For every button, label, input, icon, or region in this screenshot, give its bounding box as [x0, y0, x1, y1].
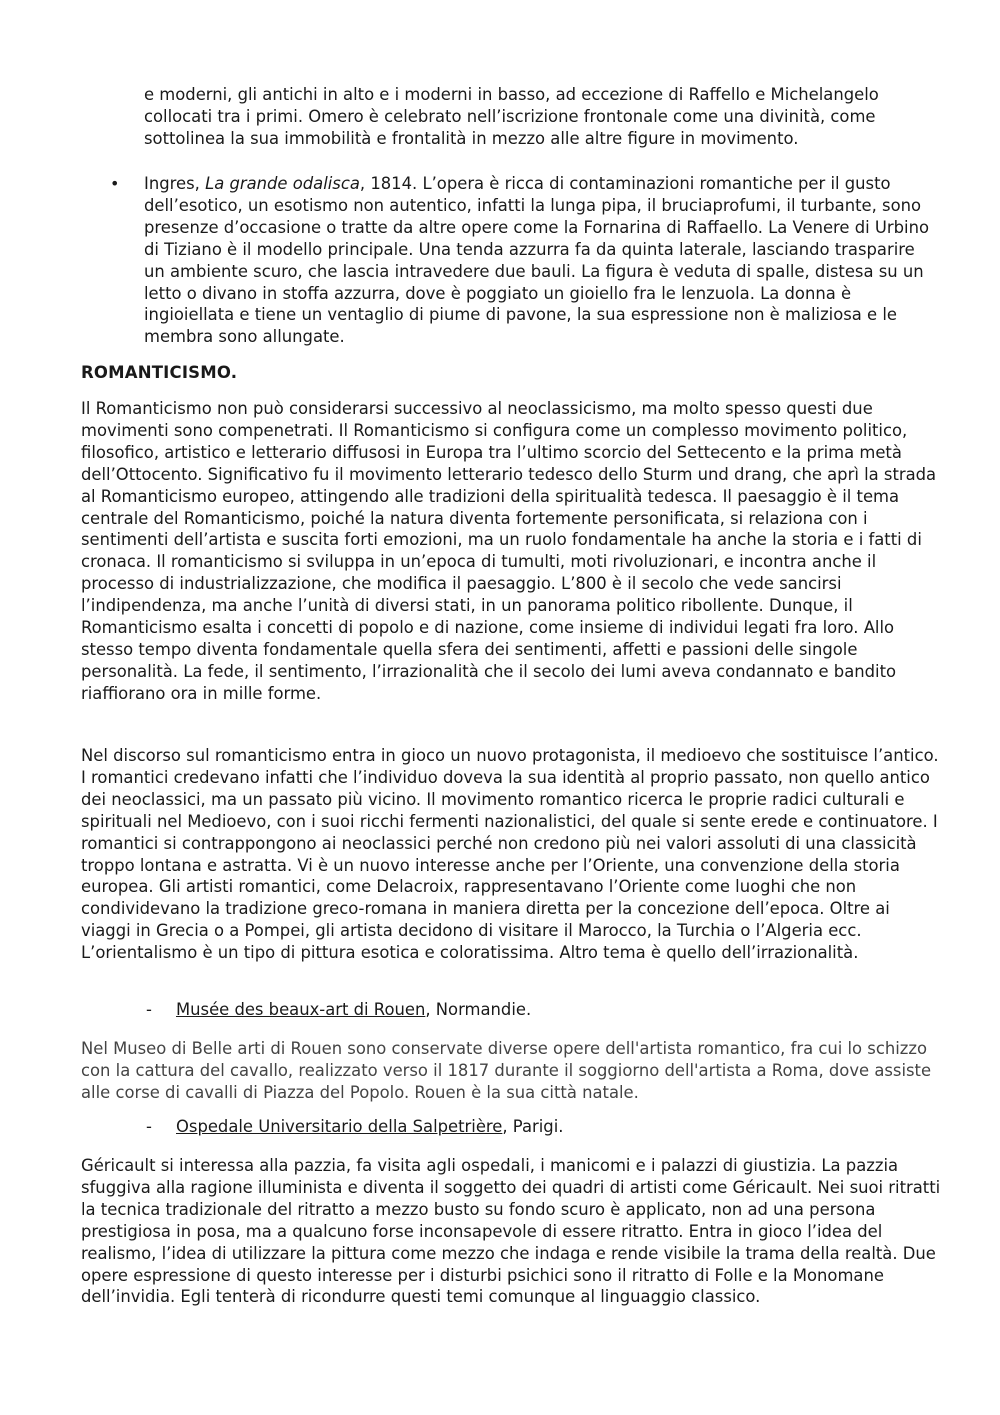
paragraph-rouen: Nel Museo di Belle arti di Rouen sono conservate diverse opere dell'artista romantico, fra cui lo schizzo con la cattura del cavallo, realizzato verso il 1817 durante il soggiorno dell'artista a Roma, dove assiste alle corse di cavalli di Piazza del Popolo. Rouen è la sua città natale. [81, 1039, 932, 1102]
bullet-author: Ingres, [144, 174, 206, 193]
salpetriere-hospital-link[interactable]: Ospedale Universitario della Salpetrière [176, 1117, 503, 1136]
paragraph-romanticism-intro: Il Romanticismo non può considerarsi successivo al neoclassicismo, ma molto spesso questi due movimenti sono compenetrati. Il Romanticismo si configura come un complesso movimento politico, filosofico, artistico e letterario diffusosi in Europa tra l’ultimo scorcio del Settecento e la prima metà dell’Ottocento. Significativo fu il movimento letterario tedesco dello Sturm und drang, che aprì la strada al Romanticismo europeo, attingendo alle tradizioni della spiritualità tedesca. Il paesaggio è il tema centrale del Romanticismo, poiché la natura diventa fortemente personificata, si relaziona con i sentimenti dell’artista e suscita forti emozioni, ma un ruolo fondamentale ha anche la storia e i fatti di cronaca. Il romanticismo si sviluppa in un’epoca di tumulti, moti rivoluzionari, e incontra anche il processo di industrializzazione, che modifica il paesaggio. L’800 è il secolo che vede sancirsi l’indipendenza, ma anche l’unità di diversi stati, in un panorama politico ribollente. Dunque, il Romanticismo esalta i concetti di popolo e di nazione, come insieme di individui legati fra loro. Allo stesso tempo diventa fondamentale quella sfera dei sentimenti, affetti e passioni delle singole personalità. La fede, il sentimento, l’irrazionalità che il secolo dei lumi aveva condannato e bandito riaffiorano ora in mille forme. [81, 399, 937, 703]
bullet-description: , 1814. L’opera è ricca di contaminazioni romantiche per il gusto dell’esotico, un esotismo non autentico, infatti la lunga pipa, il bruciaprofumi, il turbante, sono presenze d’occasione o tratte da altre opere come la Fornarina di Raffaello. La Venere di Urbino di Tiziano è il modello principale. Una tenda azzurra fa da quinta laterale, lasciando trasparire un ambiente scuro, che lascia intravedere due bauli. La figura è veduta di spalle, distesa su un letto o divano in stoffa azzurra, dove è poggiato un gioiello fra le lenzuola. La donna è ingioiellata e tiene un ventaglio di piume di pavone, la sua espressione non è maliziosa e le membra sono allungate. [144, 174, 929, 347]
dash-marker: - [146, 1117, 152, 1136]
paragraph-gericault: Géricault si interessa alla pazzia, fa visita agli ospedali, i manicomi e i palazzi di giustizia. La pazzia sfuggiva alla ragione illuminista e diventa il soggetto dei quadri di artisti come Géricault. Nei suoi ritratti la tecnica tradizionale del ritratto a mezzo busto su fondo scuro è applicato, non ad una persona prestigiosa in posa, ma a qualcuno forse inconsapevole di essere ritratto. Entra in gioco l’idea del realismo, l’idea di utilizzare la pittura come mezzo che indaga e rende visibile la trama della realtà. Due opere espressione di questo interesse per i disturbi psichici sono il ritratto di Folle e la Monomane dell’invidia. Egli tenterà di ricondurre questi temi comunque al linguaggio classico. [81, 1156, 941, 1307]
bullet-icon: • [110, 174, 120, 193]
artwork-title: La grande odalisca [205, 174, 360, 193]
rouen-location: , Normandie. [425, 1000, 532, 1019]
continuation-paragraph: e moderni, gli antichi in alto e i moderni in basso, ad eccezione di Raffello e Michelangelo collocati tra i primi. Omero è celebrato nell’iscrizione frontonale come una divinità, come sottolinea la sua immobilità e frontalità in mezzo alle altre figure in movimento. [144, 85, 879, 148]
paragraph-medioevo: Nel discorso sul romanticismo entra in gioco un nuovo protagonista, il medioevo che sostituisce l’antico. I romantici credevano infatti che l’individuo doveva la sua identità al proprio passato, non quello antico dei neoclassici, ma un passato più vicino. Il movimento romantico ricerca le proprie radici culturali e spirituali nel Medioevo, con i suoi ricchi fermenti nazionalistici, del quale si sente erede e continuatore. I romantici si contrappongono ai neoclassici perché non credono più nei valori assoluti di una classicità troppo lontana e astratta. Vi è un nuovo interesse anche per l’Oriente, una convenzione della storia europea. Gli artisti romantici, come Delacroix, rappresentavano l’Oriente come luoghi che non condividevano la tradizione greco-romana in maniera diretta per la concezione dell’epoca. Oltre ai viaggi in Grecia o a Pompei, gli artista decidono di visitare il Marocco, la Turchia o l’Algeria ecc. L’orientalismo è un tipo di pittura esotica e coloratissima. Altro tema è quello dell’irrazionalità. [81, 746, 939, 963]
bullet-text [144, 173, 936, 348]
section-heading: ROMANTICISMO. [81, 363, 238, 382]
rouen-museum-link[interactable]: Musée des beaux-art di Rouen [176, 1000, 426, 1019]
dash-marker: - [146, 1000, 152, 1019]
salpetriere-location: , Parigi. [502, 1117, 564, 1136]
